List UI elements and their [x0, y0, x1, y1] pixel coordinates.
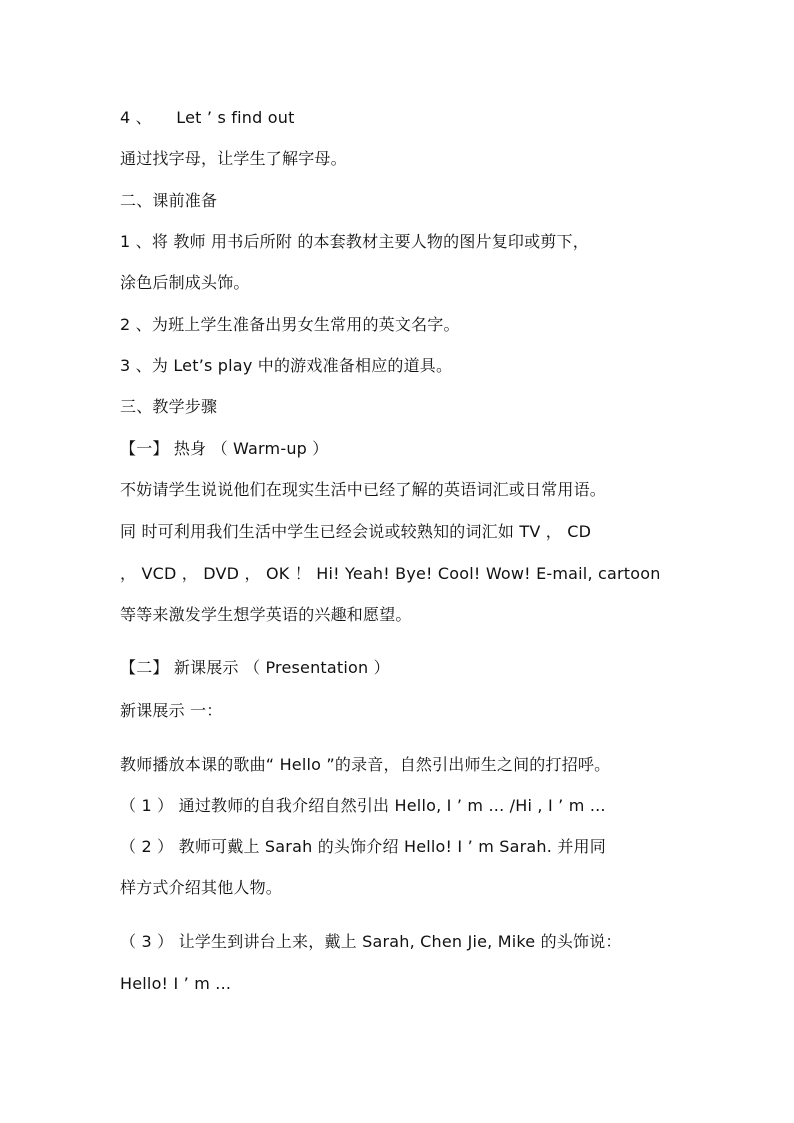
list-item-3: 3 、为 Let’s play 中的游戏准备相应的道具。	[120, 356, 453, 375]
step-2-heading: 【二】 新课展示 （ Presentation ）	[120, 658, 390, 677]
step-item-2-continued: 样方式介绍其他人物。	[120, 878, 283, 897]
step-1-heading: 【一】 热身 （ Warm-up ）	[120, 439, 329, 458]
step-item-3-continued: Hello! I ’ m ...	[120, 974, 232, 993]
paragraph-text: 等等来激发学生想学英语的兴趣和愿望。	[120, 605, 412, 624]
paragraph-text: 同 时可利用我们生活中学生已经会说或较熟知的词汇如 TV ， CD	[120, 522, 592, 541]
step-item-1: （ 1 ） 通过教师的自我介绍自然引出 Hello, I ’ m ... /Hi , I ’ m ...	[120, 796, 606, 815]
step-item-2: （ 2 ） 教师可戴上 Sarah 的头饰介绍 Hello! I ’ m Sarah. 并用同	[120, 837, 606, 856]
list-item-1: 1 、将 教师 用书后所附 的本套教材主要人物的图片复印或剪下，	[120, 232, 589, 251]
section-4-heading: 4 、 Let ’ s find out	[120, 108, 295, 127]
section-heading-steps: 三、教学步骤	[120, 397, 218, 416]
section-heading-preparation: 二、课前准备	[120, 191, 218, 210]
list-item-2: 2 、为班上学生准备出男女生常用的英文名字。	[120, 315, 460, 334]
paragraph-text: ， VCD ， DVD ， OK ！ Hi! Yeah! Bye! Cool! Wow! E-mail, cartoon	[120, 564, 661, 583]
step-item-3: （ 3 ） 让学生到讲台上来，戴上 Sarah, Chen Jie, Mike 的头饰说：	[120, 932, 622, 951]
list-item-1-continued: 涂色后制成头饰。	[120, 273, 250, 292]
paragraph-text: 教师播放本课的歌曲“ Hello ”的录音，自然引出师生之间的打招呼。	[120, 755, 611, 774]
paragraph-text: 通过找字母，让学生了解字母。	[120, 149, 347, 168]
paragraph-text: 新课展示 一：	[120, 701, 223, 720]
paragraph-text: 不妨请学生说说他们在现实生活中已经了解的英语词汇或日常用语。	[120, 480, 607, 499]
